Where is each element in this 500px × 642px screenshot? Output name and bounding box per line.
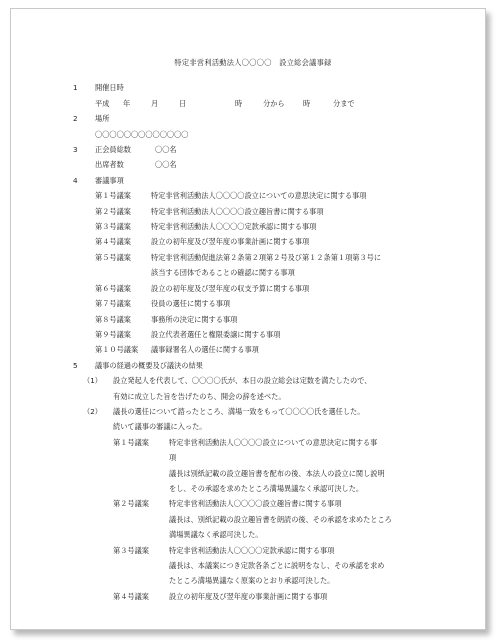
agenda-item (73, 250, 453, 265)
member-total-value: 〇〇名 (155, 145, 177, 155)
paragraph-text-continued: 続いて議事の審議に入った。 (113, 422, 207, 432)
document-page (10, 8, 486, 630)
agenda-number: 第２号議案 (113, 499, 149, 509)
section-number: 5 (73, 360, 78, 370)
agenda-item (73, 296, 453, 311)
agenda-number: 第４号議案 (95, 237, 131, 247)
agenda-number: 第５号議案 (95, 252, 131, 262)
deliberation-item (73, 435, 453, 450)
section-number: 4 (73, 175, 78, 185)
deliberation-item (73, 589, 453, 604)
section-3-row-1 (73, 142, 453, 157)
year-label: 年 (123, 98, 131, 108)
paragraph-number: （2） (83, 406, 102, 416)
agenda-item (73, 281, 453, 296)
attendees-value: 〇〇名 (155, 160, 177, 170)
deliberation-details (73, 435, 453, 604)
deliberation-text: 議長は、別紙記載の設立趣旨書を朗読の後、その承認を求めたところ (169, 514, 392, 524)
agenda-number: 第１０号議案 (95, 345, 139, 355)
paragraph-2 (73, 404, 453, 419)
document-title: 特定非営利活動法人〇〇〇〇 設立総会議事録 (174, 58, 332, 67)
paragraph-1 (73, 373, 453, 388)
agenda-text: 設立の初年度及び翌年度の収支予算に関する事項 (151, 283, 310, 293)
agenda-text: 役員の選任に関する事項 (151, 299, 231, 309)
agenda-text: 議事録署名人の選任に関する事項 (151, 345, 259, 355)
agenda-text: 特定非営利活動法人〇〇〇〇設立趣旨書に関する事項 (151, 206, 324, 216)
agenda-text: 特定非営利活動法人〇〇〇〇設立についての意思決定に関する事項 (151, 191, 367, 201)
start-minute-label: 分から (263, 98, 285, 108)
agenda-text: 設立の初年度及び翌年度の事業計画に関する事項 (151, 237, 310, 247)
agenda-item (73, 219, 453, 234)
agenda-text-continued: 該当する団体であることの確認に関する事項 (151, 268, 295, 278)
section-1-heading (73, 80, 453, 95)
section-label: 議事の経過の概要及び議決の結果 (95, 360, 203, 370)
deliberation-text: をし、その承認を求めたところ満場異議なく承認可決した。 (169, 483, 364, 493)
deliberation-item (73, 496, 453, 511)
month-label: 月 (151, 98, 159, 108)
agenda-item (73, 342, 453, 357)
deliberation-text: 議長は、本議案につき定款各条ごとに説明をなし、その承認を求め (169, 561, 385, 570)
deliberation-item (73, 543, 453, 558)
paragraph-text-continued: 有効に成立した旨を告げたのち、開会の辞を述べた。 (113, 391, 286, 401)
agenda-text: 特定非営利活動法人〇〇〇〇設立についての意思決定に関する事 (169, 437, 378, 447)
agenda-number: 第２号議案 (95, 206, 131, 216)
section-4-heading (73, 173, 453, 188)
agenda-text: 特定非営利活動法人〇〇〇〇定款承認に関する事項 (151, 222, 317, 232)
agenda-item (73, 327, 453, 342)
section-2-heading (73, 111, 453, 126)
agenda-number: 第９号議案 (95, 329, 131, 339)
deliberation-text: 議長は別紙記載の設立趣旨書を配布の後、本法人の設立に関し説明 (169, 468, 385, 478)
agenda-item (73, 204, 453, 219)
agenda-number: 第７号議案 (95, 299, 131, 309)
agenda-item (73, 312, 453, 327)
section-number: 2 (73, 114, 78, 124)
agenda-number: 第１号議案 (95, 191, 131, 201)
paragraph-text: 設立発起人を代表して、〇〇〇〇氏が、本日の設立総会は定数を満たしたので、 (113, 376, 372, 386)
section-number: 1 (73, 83, 78, 93)
section-number: 3 (73, 145, 78, 155)
section-3-row-2 (73, 157, 453, 172)
member-total-label: 正会員総数 (95, 145, 131, 155)
meeting-datetime (73, 96, 453, 111)
paragraph-text: 議長の選任について諮ったところ、満場一致をもって〇〇〇〇氏を選任した。 (113, 406, 365, 416)
deliberation-text: 満場異議なく承認可決した。 (169, 530, 263, 540)
agenda-number: 第３号議案 (113, 545, 149, 555)
deliberation-text: 項 (169, 453, 177, 463)
agenda-number: 第４号議案 (113, 591, 149, 601)
agenda-text: 設立代表者選任と権限委譲に関する事項 (151, 329, 281, 339)
section-label: 審議事項 (95, 175, 124, 185)
section-label: 場所 (95, 114, 110, 124)
section-label: 開催日時 (95, 83, 124, 93)
agenda-text: 設立の初年度及び翌年度の事業計画に関する事項 (169, 591, 328, 601)
agenda-number: 第１号議案 (113, 437, 149, 447)
agenda-list (73, 188, 453, 357)
section-5-heading (73, 358, 453, 373)
agenda-number: 第６号議案 (95, 283, 131, 293)
hour-label: 時 (235, 98, 243, 108)
agenda-text: 特定非営利活動法人〇〇〇〇定款承認に関する事項 (169, 545, 335, 555)
day-label: 日 (179, 98, 187, 108)
minutes-body (73, 55, 453, 604)
agenda-item (73, 188, 453, 203)
end-hour-label: 時 (303, 98, 311, 108)
end-minute-label: 分まで (333, 98, 355, 108)
agenda-text: 特定非営利活動促進法第２条第２項第２号及び第１２条第１項第３号に (151, 252, 382, 262)
agenda-text: 事務所の決定に関する事項 (151, 314, 238, 324)
attendees-label: 出席者数 (95, 160, 124, 170)
agenda-number: 第３号議案 (95, 222, 131, 232)
agenda-number: 第８号議案 (95, 314, 131, 324)
paragraph-number: （1） (83, 376, 102, 386)
deliberation-text: たところ満場異議なく原案のとおり承認可決した。 (169, 576, 335, 586)
agenda-text: 特定非営利活動法人〇〇〇〇設立趣旨書に関する事項 (169, 499, 342, 509)
era-label: 平成 (95, 98, 110, 108)
venue-value: 〇〇〇〇〇〇〇〇〇〇〇〇〇 (95, 129, 189, 139)
agenda-item (73, 234, 453, 249)
